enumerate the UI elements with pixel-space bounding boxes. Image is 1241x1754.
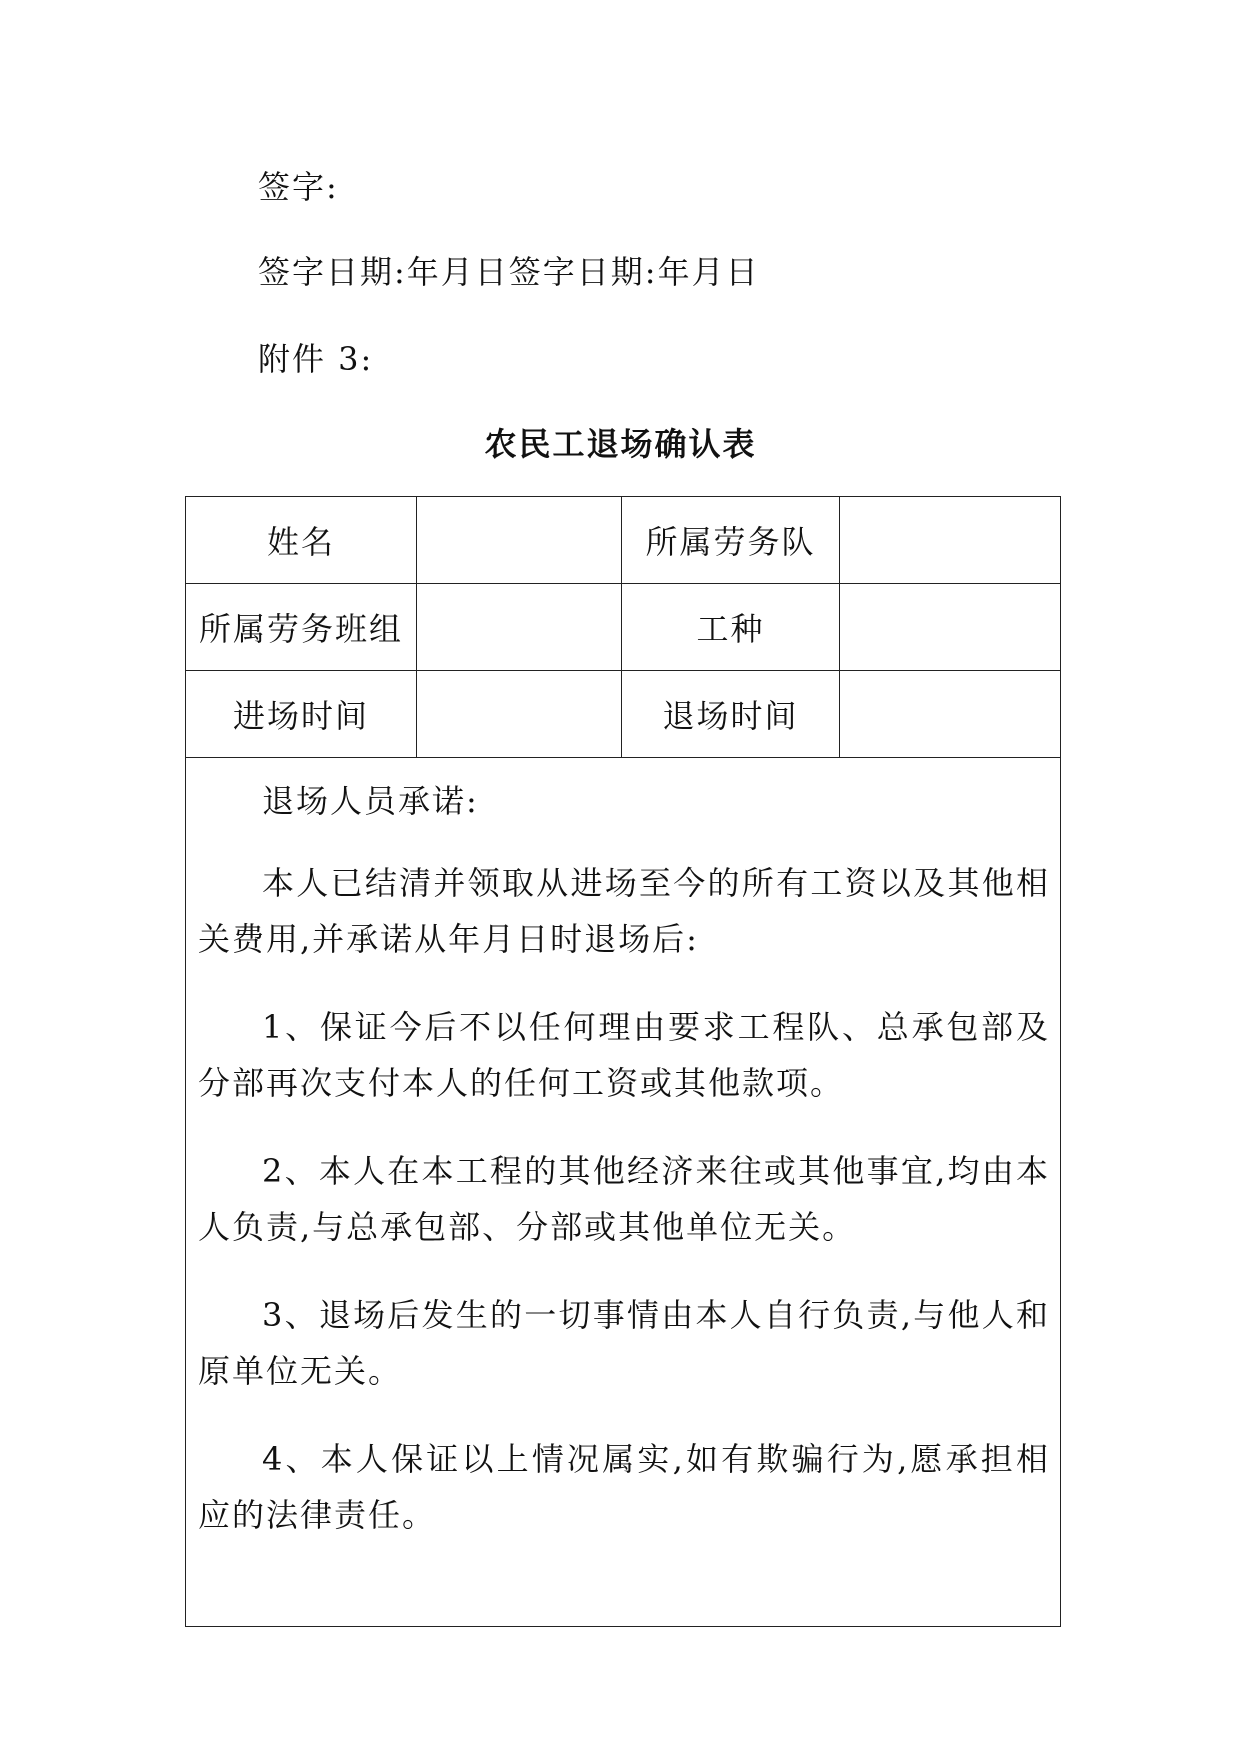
- table-row: [186, 584, 1061, 671]
- table-row: [186, 497, 1061, 584]
- promise-clause-2: 2、本人在本工程的其他经济来往或其他事宜,均由本人负责,与总承包部、分部或其他单位无关。: [198, 1152, 1050, 1246]
- promise-section: [186, 758, 1061, 1627]
- labor-group-label: 所属劳务班组: [186, 584, 417, 671]
- promise-heading: 退场人员承诺:: [262, 782, 479, 820]
- promise-clause-3: 3、退场后发生的一切事情由本人自行负责,与他人和原单位无关。: [198, 1296, 1050, 1390]
- exit-time-field[interactable]: [840, 671, 1061, 758]
- table-row: [186, 758, 1061, 1627]
- attachment-label: 附件 3:: [258, 340, 374, 378]
- name-label: 姓名: [186, 497, 417, 584]
- entry-time-label: 进场时间: [186, 671, 417, 758]
- signature-label: 签字:: [258, 168, 339, 206]
- promise-paragraph: 本人已结清并领取从进场至今的所有工资以及其他相关费用,并承诺从年月日时退场后:: [198, 864, 1050, 958]
- exit-confirmation-table: [185, 496, 1061, 1627]
- entry-time-field[interactable]: [417, 671, 622, 758]
- promise-clause-1: 1、保证今后不以任何理由要求工程队、总承包部及分部再次支付本人的任何工资或其他款项。: [198, 1008, 1050, 1102]
- labor-team-label: 所属劳务队: [622, 497, 840, 584]
- trade-label: 工种: [622, 584, 840, 671]
- labor-group-field[interactable]: [417, 584, 622, 671]
- form-title: 农民工退场确认表: [484, 425, 757, 463]
- promise-clause-4: 4、本人保证以上情况属实,如有欺骗行为,愿承担相应的法律责任。: [198, 1440, 1050, 1534]
- name-field[interactable]: [417, 497, 622, 584]
- table-row: [186, 671, 1061, 758]
- labor-team-field[interactable]: [840, 497, 1061, 584]
- exit-time-label: 退场时间: [622, 671, 840, 758]
- trade-field[interactable]: [840, 584, 1061, 671]
- signature-date-line: 签字日期:年月日签字日期:年月日: [258, 253, 760, 291]
